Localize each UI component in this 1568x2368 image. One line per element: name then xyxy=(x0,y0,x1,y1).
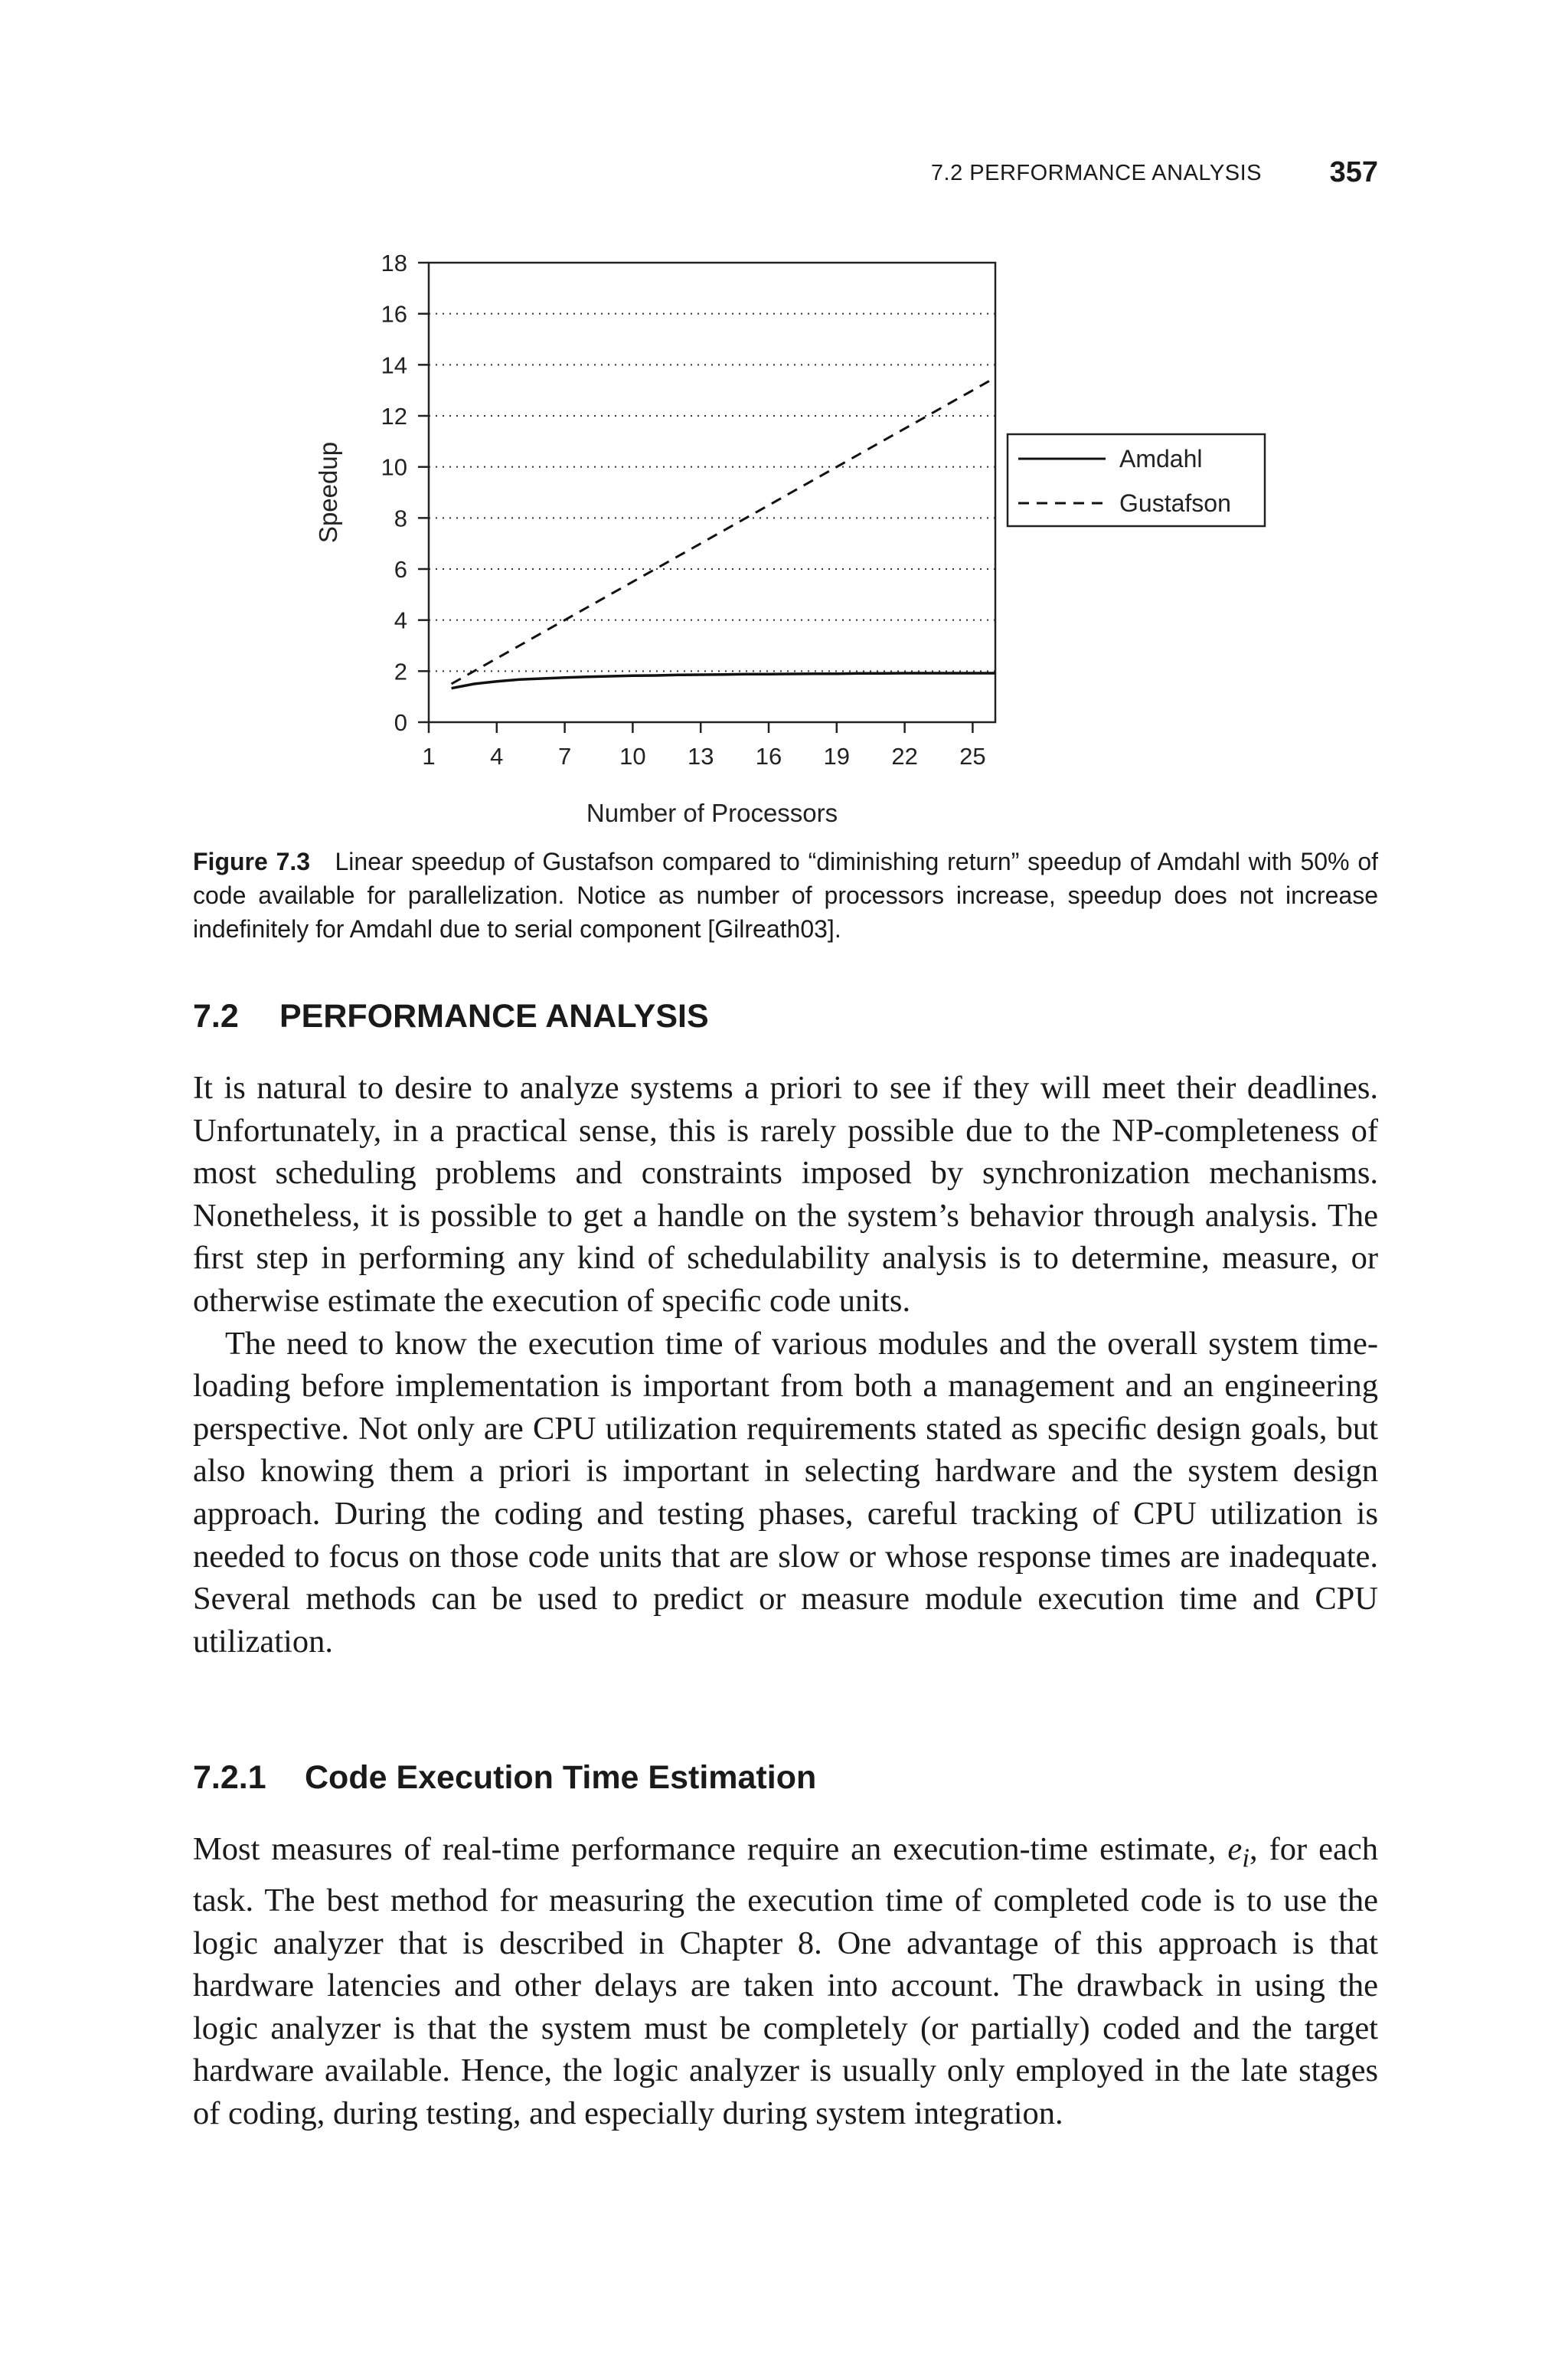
subsection-heading xyxy=(193,1759,816,1797)
subsection-body xyxy=(193,1828,1378,2135)
legend-label-gustafson: Gustafson xyxy=(1119,489,1231,517)
figure-caption xyxy=(193,845,1378,946)
paragraph: It is natural to desire to analyze systems a priori to see if they will meet their deadlines. Unfortunately, in a practical sense, this is rarely possible due to the NP-completeness of most scheduling problems and constraints imposed by synchronization mechanisms. Nonetheless, it is possible to get a handle on the system’s behavior through analysis. The ﬁrst step in performing any kind of schedulability analysis is to determine, measure, or otherwise estimate the execution of speciﬁc code units. xyxy=(193,1070,1378,1319)
y-tick-label: 16 xyxy=(381,300,407,328)
caption-text: Linear speedup of Gustafson compared to “diminishing return” speedup of Amdahl with 50% of code available for parallelization. Notice as number of processors increase, speedup does not increase indefinitely for Amdahl due to serial component [Gilreath03]. xyxy=(193,848,1379,943)
x-tick-label: 19 xyxy=(823,743,851,770)
y-tick-label: 8 xyxy=(394,505,407,532)
running-head xyxy=(842,156,1378,195)
section-body xyxy=(193,1067,1378,1663)
y-tick-label: 10 xyxy=(381,453,407,481)
x-tick-label: 7 xyxy=(557,743,572,770)
subsection-number: 7.2.1 xyxy=(193,1759,266,1796)
paragraph xyxy=(193,1828,1378,2135)
speedup-chart xyxy=(299,241,1286,831)
subsection-title: Code Execution Time Estimation xyxy=(305,1759,817,1796)
section-number: 7.2 xyxy=(193,998,239,1035)
x-tick-label: 1 xyxy=(422,743,436,770)
y-tick-label: 12 xyxy=(381,403,407,430)
section-title: PERFORMANCE ANALYSIS xyxy=(279,998,709,1035)
paragraph-text-part: , for each task. The best method for measuring the execution time of completed code is to use the logic analyzer that is described in Chapter 8. One advantage of this approach is that hardware latencies and other delays are taken into account. The drawback in using the logic analyzer is that the system must be completely (or partially) coded and the target hardware available. Hence, the logic analyzer is usually only employed in the late stages of coding, during testing, and especially during system integration. xyxy=(193,1831,1378,2132)
x-tick-label: 25 xyxy=(959,743,986,770)
x-tick-label: 16 xyxy=(755,743,782,770)
x-tick-label: 4 xyxy=(490,743,504,770)
math-symbol: e xyxy=(1227,1831,1243,1867)
series-gustafson-line xyxy=(452,378,995,684)
page-number: 357 xyxy=(1329,156,1378,188)
y-tick-label: 4 xyxy=(394,607,407,634)
x-axis-label: Number of Processors xyxy=(586,799,838,827)
y-tick-label: 18 xyxy=(381,250,407,276)
math-subscript: i xyxy=(1242,1842,1250,1873)
plot-frame xyxy=(429,263,995,722)
figure-7-3 xyxy=(299,241,1286,831)
paragraph-text-part: Most measures of real-time performance require an execution-time estimate, xyxy=(193,1831,1228,1867)
x-tick-label: 10 xyxy=(619,743,646,770)
y-axis-label: Speedup xyxy=(314,441,342,544)
series-amdahl-line xyxy=(452,673,995,688)
x-tick-label: 13 xyxy=(687,743,714,770)
section-heading xyxy=(193,998,709,1035)
y-tick-label: 6 xyxy=(394,556,407,583)
x-tick-label: 22 xyxy=(891,743,918,770)
y-tick-label: 2 xyxy=(394,658,407,685)
y-tick-label: 14 xyxy=(381,352,407,379)
caption-label: Figure 7.3 xyxy=(193,848,311,875)
running-section-title: 7.2 PERFORMANCE ANALYSIS xyxy=(930,161,1262,185)
paragraph: The need to know the execution time of various modules and the overall system time-loading before implementation is important from both a management and an engineering perspective. Not only are CPU utilization requirements stated as speciﬁc design goals, but also knowing them a priori is important in selecting hardware and the system design approach. During the coding and testing phases, careful tracking of CPU utilization is needed to focus on those code units that are slow or whose response times are inadequate. Several methods can be used to predict or measure module execution time and CPU utilization. xyxy=(193,1325,1378,1660)
y-tick-label: 0 xyxy=(394,709,407,736)
legend-label-amdahl: Amdahl xyxy=(1119,445,1203,473)
